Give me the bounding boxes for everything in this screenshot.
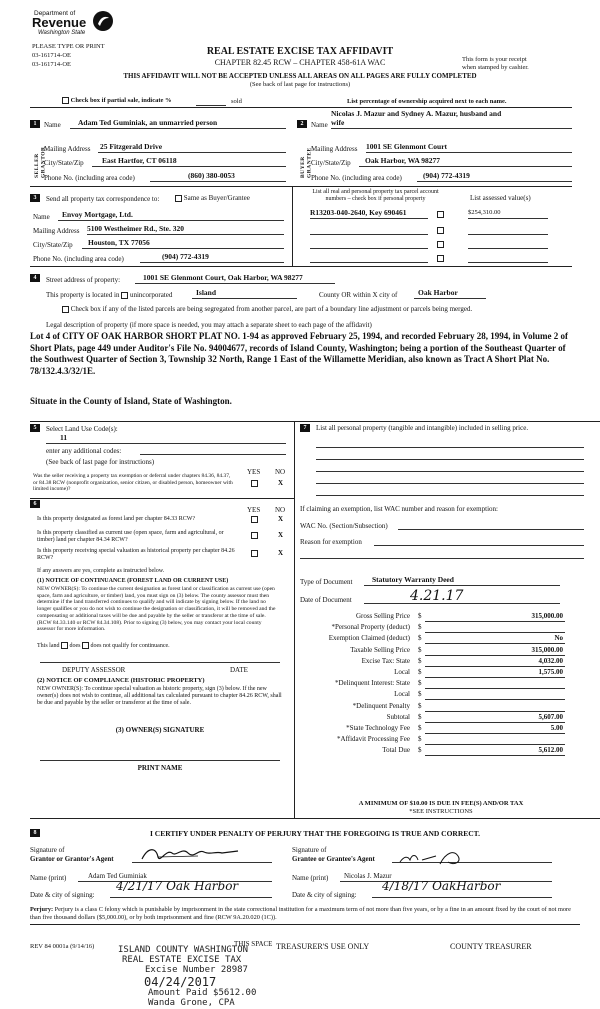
forest-yes-checkbox[interactable] bbox=[251, 516, 258, 523]
money-row-label: *Affidavit Processing Fee bbox=[337, 735, 410, 744]
deputy-date-label: DATE bbox=[230, 666, 248, 674]
buyer-mailing-field[interactable]: 1001 SE Glenmont Court bbox=[366, 143, 572, 153]
grantee-date-label: Date & city of signing: bbox=[292, 891, 357, 899]
treasurer-stamp bbox=[118, 946, 298, 1009]
buyer-city-label: City/State/Zip bbox=[311, 159, 351, 167]
personal-property-line-5[interactable] bbox=[316, 495, 584, 496]
parcel-field-1[interactable]: R13203-040-2640, Key 690461 bbox=[310, 209, 428, 219]
buyer-name-line1[interactable]: Nicolas J. Mazur and Sydney A. Mazur, husband and bbox=[331, 109, 502, 118]
county-label: County OR within X city of bbox=[319, 291, 398, 299]
seller-side-label: SELLER GRANTOR bbox=[34, 146, 47, 178]
money-row-value[interactable] bbox=[425, 735, 565, 745]
forest-question: Is this property designated as forest land per chapter 84.33 RCW? bbox=[37, 516, 196, 522]
buyer-city-field[interactable]: Oak Harbor, WA 98277 bbox=[359, 157, 572, 167]
land-use-code-field[interactable]: 11 bbox=[46, 434, 286, 444]
treasurer-use-label: TREASURER'S USE ONLY bbox=[276, 942, 370, 951]
partial-sale-row bbox=[62, 97, 172, 104]
form-chapter: CHAPTER 82.45 RCW – CHAPTER 458-61A WAC bbox=[214, 58, 386, 67]
tax-phone-label: Phone No. (including area code) bbox=[33, 255, 124, 263]
grantor-signature-mark bbox=[138, 843, 248, 865]
see-back-header: (See back of last page for instructions) bbox=[249, 81, 351, 88]
money-row-dollar: $ bbox=[418, 690, 422, 699]
money-row-label: Exemption Claimed (deduct) bbox=[328, 634, 410, 643]
tax-mailing-field[interactable]: 5100 Westheimer Rd., Ste. 320 bbox=[87, 225, 284, 235]
money-row bbox=[300, 724, 590, 735]
money-row-label: Taxable Selling Price bbox=[350, 645, 410, 654]
rev-number: REV 84 0001a (9/14/16) bbox=[30, 943, 95, 950]
legal-description: Lot 4 of CITY OF OAK HARBOR SHORT PLAT NO. 1-94 as approved February 25, 1994, and recorded February 28, 1994, in Volume 2 of Short Plats, page 449 under Auditor's File No. 94004677, records of Island County, Washington; being a portion of the Southeast Quarter of the Southwest Quarter of Section 3, Township 32 North, Range 1 East of the Willamette Meridian, also known as Tract A Short Plat No. 78/132.4.3/32/1E. bbox=[30, 331, 568, 377]
dept-line3: Washington State bbox=[38, 30, 86, 36]
money-row-dollar: $ bbox=[418, 612, 422, 620]
additional-codes-label: enter any additional codes: bbox=[46, 447, 122, 455]
personal-property-label: List all personal property (tangible and intangible) included in selling price. bbox=[316, 424, 529, 432]
segregated-checkbox[interactable] bbox=[62, 306, 69, 313]
grantee-name-label: Name (print) bbox=[292, 874, 329, 882]
form-number-2: 03-161714-OE bbox=[32, 61, 71, 68]
money-row-label: *Delinquent Penalty bbox=[352, 701, 410, 710]
revenue-swoosh-icon bbox=[92, 10, 114, 32]
section-4-number: 4 bbox=[30, 274, 40, 282]
grantee-sig-label-2: Grantee or Grantee's Agent bbox=[292, 855, 375, 863]
section-5-no-header: NO bbox=[275, 468, 286, 476]
land-qualify-row bbox=[37, 642, 170, 650]
reason-field[interactable] bbox=[374, 537, 584, 546]
does-checkbox[interactable] bbox=[61, 642, 68, 649]
money-row-dollar: $ bbox=[418, 724, 422, 732]
wac-field[interactable] bbox=[398, 521, 584, 530]
see-instructions-note: *SEE INSTRUCTIONS bbox=[409, 808, 473, 815]
seller-name-label: Name bbox=[44, 121, 61, 129]
parcel-field-3[interactable] bbox=[310, 239, 428, 249]
section-6-rule bbox=[30, 498, 294, 499]
receipt-note-1: This form is your receipt bbox=[462, 56, 527, 63]
money-row-dollar: $ bbox=[418, 746, 422, 755]
owner-signature-line[interactable] bbox=[40, 760, 280, 761]
parcel-field-2[interactable] bbox=[310, 225, 428, 235]
money-row-label: Total Due bbox=[382, 746, 410, 755]
grantee-signature-mark bbox=[396, 846, 476, 868]
same-as-buyer-row bbox=[175, 194, 250, 202]
section-2-number: 2 bbox=[297, 120, 307, 128]
money-row-value[interactable] bbox=[425, 679, 565, 689]
exemption-no-mark[interactable]: X bbox=[278, 479, 284, 487]
seller-city-field[interactable]: East Hartfor, CT 06118 bbox=[92, 157, 286, 167]
buyer-side-label: BUYER GRANTEE bbox=[300, 147, 313, 178]
does-label: does bbox=[69, 642, 81, 649]
stamp-line-3: Excise Number 28987 bbox=[145, 964, 248, 975]
money-row-dollar: $ bbox=[418, 712, 422, 721]
money-row-value[interactable] bbox=[425, 702, 565, 712]
partial-sale-percent[interactable] bbox=[196, 98, 226, 106]
money-row bbox=[300, 746, 590, 757]
money-row-label: Excise Tax: State bbox=[361, 656, 410, 665]
money-row-dollar: $ bbox=[418, 645, 422, 654]
current-use-question: Is this property classified as current use (open space, farm and agricultural, or timber) land per chapter 84.34 RCW? bbox=[37, 530, 224, 543]
buyer-name-field[interactable]: wife bbox=[331, 119, 572, 129]
street-field[interactable]: 1001 SE Glenmont Court, Oak Harbor, WA 98277 bbox=[135, 274, 335, 284]
buyer-mailing-label: Mailing Address bbox=[311, 145, 358, 153]
forest-no-mark[interactable]: X bbox=[278, 515, 284, 523]
money-row bbox=[300, 657, 590, 668]
money-row-label: Local bbox=[394, 690, 410, 699]
money-row-label: *Delinquent Interest: State bbox=[334, 679, 410, 688]
doc-type-label: Type of Document bbox=[300, 578, 353, 586]
personal-property-line-1[interactable] bbox=[316, 447, 584, 448]
section-8-number: 8 bbox=[30, 829, 40, 837]
located-row bbox=[46, 291, 172, 299]
money-row-dollar: $ bbox=[418, 634, 422, 643]
buyer-phone-label: Phone No. (including area code) bbox=[311, 174, 402, 182]
money-row-dollar: $ bbox=[418, 735, 422, 744]
street-label: Street address of property: bbox=[46, 276, 121, 284]
section-5-yes-header: YES bbox=[247, 468, 261, 476]
deputy-assessor-label: DEPUTY ASSESSOR bbox=[62, 666, 126, 674]
perjury-label: Perjury: bbox=[30, 906, 54, 913]
parcel-header-1: List all real and personal property tax parcel account bbox=[312, 189, 439, 195]
money-row-dollar: $ bbox=[418, 656, 422, 665]
certify-text: I CERTIFY UNDER PENALTY OF PERJURY THAT THE FOREGOING IS TRUE AND CORRECT. bbox=[149, 829, 480, 838]
money-row-dollar: $ bbox=[418, 701, 422, 710]
tax-corr-label: Send all property tax correspondence to: bbox=[46, 195, 160, 203]
section-6-yes-header: YES bbox=[247, 506, 261, 514]
wac-label: WAC No. (Section/Subsection) bbox=[300, 522, 388, 530]
parcel-header-2: numbers – check box if personal property bbox=[325, 196, 426, 202]
stamp-line-2: REAL ESTATE EXCISE TAX bbox=[122, 954, 242, 965]
footer-rule bbox=[30, 924, 580, 925]
grantor-name-field[interactable]: Adam Ted Guminiak bbox=[78, 872, 272, 882]
grantor-sig-label-1: Signature of bbox=[30, 846, 65, 854]
money-row bbox=[300, 668, 590, 679]
money-row bbox=[300, 702, 590, 713]
section-6-no-header: NO bbox=[275, 506, 286, 514]
section-1-number: 1 bbox=[30, 120, 40, 128]
grantor-name-label: Name (print) bbox=[30, 874, 67, 882]
personal-property-checkbox-1[interactable] bbox=[437, 211, 444, 218]
unincorporated-label: unincorporated bbox=[129, 291, 173, 299]
tax-name-field[interactable]: Envoy Mortgage, Ltd. bbox=[58, 211, 284, 221]
receipt-note-2: when stamped by cashier. bbox=[462, 64, 529, 71]
sold-label: sold bbox=[231, 98, 242, 105]
personal-property-line-2[interactable] bbox=[316, 459, 584, 460]
legal-label: Legal description of property (if more space is needed, you may attach a separate sheet to each page of the affidavit) bbox=[46, 321, 372, 329]
stamp-line-4: 04/24/2017 bbox=[144, 974, 217, 989]
form-title: REAL ESTATE EXCISE TAX AFFIDAVIT bbox=[206, 46, 394, 57]
personal-property-line-3[interactable] bbox=[316, 471, 584, 472]
tax-phone-field[interactable]: (904) 772-4319 bbox=[140, 253, 284, 263]
notice-1-title: (1) NOTICE OF CONTINUANCE (FOREST LAND OR CURRENT USE) bbox=[37, 578, 229, 584]
reason-label: Reason for exemption bbox=[300, 538, 362, 546]
assessed-value-field-1[interactable]: $254,310.00 bbox=[468, 209, 548, 219]
grantee-date-field[interactable]: 4/18/17 OakHarbor bbox=[372, 880, 552, 898]
land-use-label: Select Land Use Code(s): bbox=[46, 425, 118, 433]
seller-mailing-label: Mailing Address bbox=[44, 145, 91, 153]
dept-line1: Department of bbox=[34, 10, 76, 17]
grantor-date-field[interactable]: 4/21/17 Oak Harbor bbox=[110, 880, 272, 898]
dept-line2: Revenue bbox=[32, 15, 87, 30]
seller-phone-label: Phone No. (including area code) bbox=[44, 174, 135, 182]
buyer-name-label: Name bbox=[311, 121, 328, 129]
segregated-label: Check box if any of the listed parcels are being segregated from another parcel, are part of a boundary line adjustment or parcels being merged. bbox=[70, 305, 473, 313]
money-row-label: *State Technology Fee bbox=[346, 724, 410, 732]
additional-codes-field[interactable] bbox=[140, 446, 286, 455]
unincorporated-checkbox[interactable] bbox=[121, 292, 128, 299]
seller-phone-field[interactable]: (860) 380-0053 bbox=[150, 172, 286, 182]
exemption-yes-checkbox[interactable] bbox=[251, 480, 258, 487]
section-6-number: 6 bbox=[30, 500, 40, 508]
buyer-phone-field[interactable]: (904) 772-4319 bbox=[417, 172, 572, 182]
historical-no-mark[interactable]: X bbox=[278, 549, 284, 557]
current-use-no-mark[interactable]: X bbox=[278, 531, 284, 539]
grantee-name-field[interactable]: Nicolas J. Mazur bbox=[340, 872, 552, 882]
reason-field-2[interactable] bbox=[300, 558, 584, 559]
notice-2-text: NEW OWNER(S): To continue special valuation as historic property, sign (3) below. If the new owner(s) does not wish to continue, all additional tax calculated pursuant to chapter 84.26 RCW, shall be due and payable by the seller or transferor at the time of sale. bbox=[37, 686, 282, 707]
money-row-value[interactable] bbox=[425, 690, 565, 700]
notice-1-text: NEW OWNER(S): To continue the current designation as forest land or classification as current use (open space, farm and agriculture, or timber) land, you must sign on (3) below. The county assessor must then determine if the land transferred continues to qualify and will indicate by signing below. If the land no longer qualifies or you do not wish to continue the designation or classification, it will be removed and the compensating or additional taxes will be due and payable by the seller or transferor at the time of sale. (RCW 84.33.140 or RCW 84.34.108). Prior to signing (3) below, you may contact your local county assessor for more information. bbox=[37, 586, 276, 633]
does-not-label: does not qualify for continuance. bbox=[90, 642, 170, 649]
money-row-value[interactable]: 5.00 bbox=[425, 724, 565, 734]
doc-date-field[interactable]: 4.21.17 bbox=[364, 588, 560, 604]
section-7-number: 7 bbox=[300, 424, 310, 432]
revenue-logo bbox=[32, 10, 122, 40]
money-row-label: Gross Selling Price bbox=[355, 612, 410, 620]
ownership-list-note: List percentage of ownership acquired next to each name. bbox=[347, 98, 507, 105]
money-row-value[interactable]: 5,612.00 bbox=[425, 746, 565, 756]
located-label: This property is located in bbox=[46, 291, 120, 299]
money-row bbox=[300, 690, 590, 701]
doc-type-field[interactable]: Statutory Warranty Deed bbox=[364, 576, 560, 586]
notice-2-title: (2) NOTICE OF COMPLIANCE (HISTORIC PROPERTY) bbox=[37, 677, 205, 684]
personal-property-line-4[interactable] bbox=[316, 483, 584, 484]
money-row bbox=[300, 612, 590, 623]
main-grid-divider bbox=[294, 421, 295, 819]
money-row bbox=[300, 623, 590, 634]
seller-city-label: City/State/Zip bbox=[44, 159, 84, 167]
money-row-label: *Personal Property (deduct) bbox=[331, 623, 410, 632]
minimum-note: A MINIMUM OF $10.00 IS DUE IN FEE(S) AND/OR TAX bbox=[358, 800, 524, 807]
seller-name-field[interactable]: Adam Ted Guminiak, an unmarried person bbox=[70, 119, 286, 129]
money-row bbox=[300, 646, 590, 657]
print-name-label: PRINT NAME bbox=[137, 764, 183, 772]
stamp-line-1: ISLAND COUNTY WASHINGTON bbox=[118, 945, 249, 955]
doc-date-label: Date of Document bbox=[300, 596, 352, 604]
not-accepted-notice: THIS AFFIDAVIT WILL NOT BE ACCEPTED UNLESS ALL AREAS ON ALL PAGES ARE FULLY COMPLETED bbox=[123, 72, 477, 80]
money-row-label: Local bbox=[394, 668, 410, 676]
money-row bbox=[300, 679, 590, 690]
seller-mailing-field[interactable]: 25 Fitzgerald Drive bbox=[98, 143, 286, 153]
perjury-notice bbox=[30, 906, 580, 922]
historical-question: Is this property receiving special valuation as historical property per chapter 84.26 RCW? bbox=[37, 548, 235, 561]
personal-property-checkbox-4[interactable] bbox=[437, 255, 444, 262]
money-row-value[interactable]: 315,000.00 bbox=[425, 646, 565, 656]
deputy-assessor-line[interactable] bbox=[40, 662, 280, 663]
assessed-value-field-4[interactable] bbox=[468, 253, 548, 263]
money-row-value[interactable]: 5,607.00 bbox=[425, 713, 565, 723]
tax-name-label: Name bbox=[33, 213, 50, 221]
tax-city-field[interactable]: Houston, TX 77056 bbox=[82, 239, 284, 249]
money-row-value[interactable]: 315,000.00 bbox=[425, 612, 565, 622]
owner-signature-label: (3) OWNER(S) SIGNATURE bbox=[115, 726, 205, 734]
section-3-number: 3 bbox=[30, 194, 40, 202]
money-row-label: Subtotal bbox=[386, 712, 410, 721]
perjury-text: Perjury is a class C felony which is punishable by imprisonment in the state correctional institution for a maximum term of not more than five years, or by a fine in an amount fixed by the court of not more than five thousand dollars ($5,000.00), or by both imprisonment and fine (RCW 9A.20.020 (1C)). bbox=[30, 906, 571, 921]
please-type: PLEASE TYPE OR PRINT bbox=[32, 43, 105, 50]
money-row-value[interactable]: 4,032.00 bbox=[425, 657, 565, 667]
personal-property-checkbox-3[interactable] bbox=[437, 241, 444, 248]
money-row bbox=[300, 735, 590, 746]
current-use-yes-checkbox[interactable] bbox=[251, 532, 258, 539]
money-row-dollar: $ bbox=[418, 668, 422, 676]
money-row bbox=[300, 634, 590, 645]
same-as-buyer-label: Same as Buyer/Grantee bbox=[183, 194, 250, 202]
city-field[interactable]: Oak Harbor bbox=[414, 289, 486, 299]
this-land-label: This land bbox=[37, 642, 60, 649]
money-row-dollar: $ bbox=[418, 679, 422, 688]
money-row-value[interactable] bbox=[425, 623, 565, 633]
partial-sale-checkbox[interactable] bbox=[62, 97, 69, 104]
partial-sale-label: Check box if partial sale, indicate % bbox=[70, 97, 172, 104]
personal-property-checkbox-2[interactable] bbox=[437, 227, 444, 234]
assessed-header: List assessed value(s) bbox=[470, 194, 531, 202]
section-5-number: 5 bbox=[30, 424, 40, 432]
tax-city-label: City/State/Zip bbox=[33, 241, 73, 249]
grantor-sig-label-2: Grantor or Grantor's Agent bbox=[30, 855, 114, 863]
tax-mailing-label: Mailing Address bbox=[33, 227, 80, 235]
parcel-field-4[interactable] bbox=[310, 253, 428, 263]
money-row bbox=[300, 713, 590, 724]
stamp-line-5: Amount Paid $5612.00 bbox=[148, 987, 257, 998]
form-number-1: 03-161714-OE bbox=[32, 52, 71, 59]
assessed-value-field-3[interactable] bbox=[468, 239, 548, 249]
historical-yes-checkbox[interactable] bbox=[251, 550, 258, 557]
situate-text: Situate in the County of Island, State of Washington. bbox=[30, 396, 232, 406]
money-row-value[interactable]: 1,575.00 bbox=[425, 668, 565, 678]
land-use-see-back: (See back of last page for instructions) bbox=[46, 458, 155, 466]
money-row-value[interactable]: No bbox=[425, 634, 565, 644]
grantor-date-label: Date & city of signing: bbox=[30, 891, 95, 899]
money-row-dollar: $ bbox=[418, 623, 422, 632]
grantee-sig-label-1: Signature of bbox=[292, 846, 327, 854]
any-yes-note: If any answers are yes, complete as instructed below. bbox=[37, 568, 165, 574]
segregated-row bbox=[62, 305, 582, 313]
stamp-line-6: Wanda Grone, CPA bbox=[148, 997, 235, 1008]
this-space-label: THIS SPACE bbox=[234, 940, 273, 948]
county-field[interactable]: Island bbox=[192, 289, 297, 299]
does-not-checkbox[interactable] bbox=[82, 642, 89, 649]
exemption-question: Was the seller receiving a property tax exemption or deferral under chapters 84.36, 84.37, or 84.38 RCW (nonprofit organization, senior citizen, or disabled person, homeowner with limited income)? bbox=[33, 473, 233, 493]
same-as-buyer-checkbox[interactable] bbox=[175, 195, 182, 202]
assessed-value-field-2[interactable] bbox=[468, 225, 548, 235]
county-treasurer-label: COUNTY TREASURER bbox=[450, 942, 532, 951]
claiming-label: If claiming an exemption, list WAC number and reason for exemption: bbox=[300, 505, 498, 513]
